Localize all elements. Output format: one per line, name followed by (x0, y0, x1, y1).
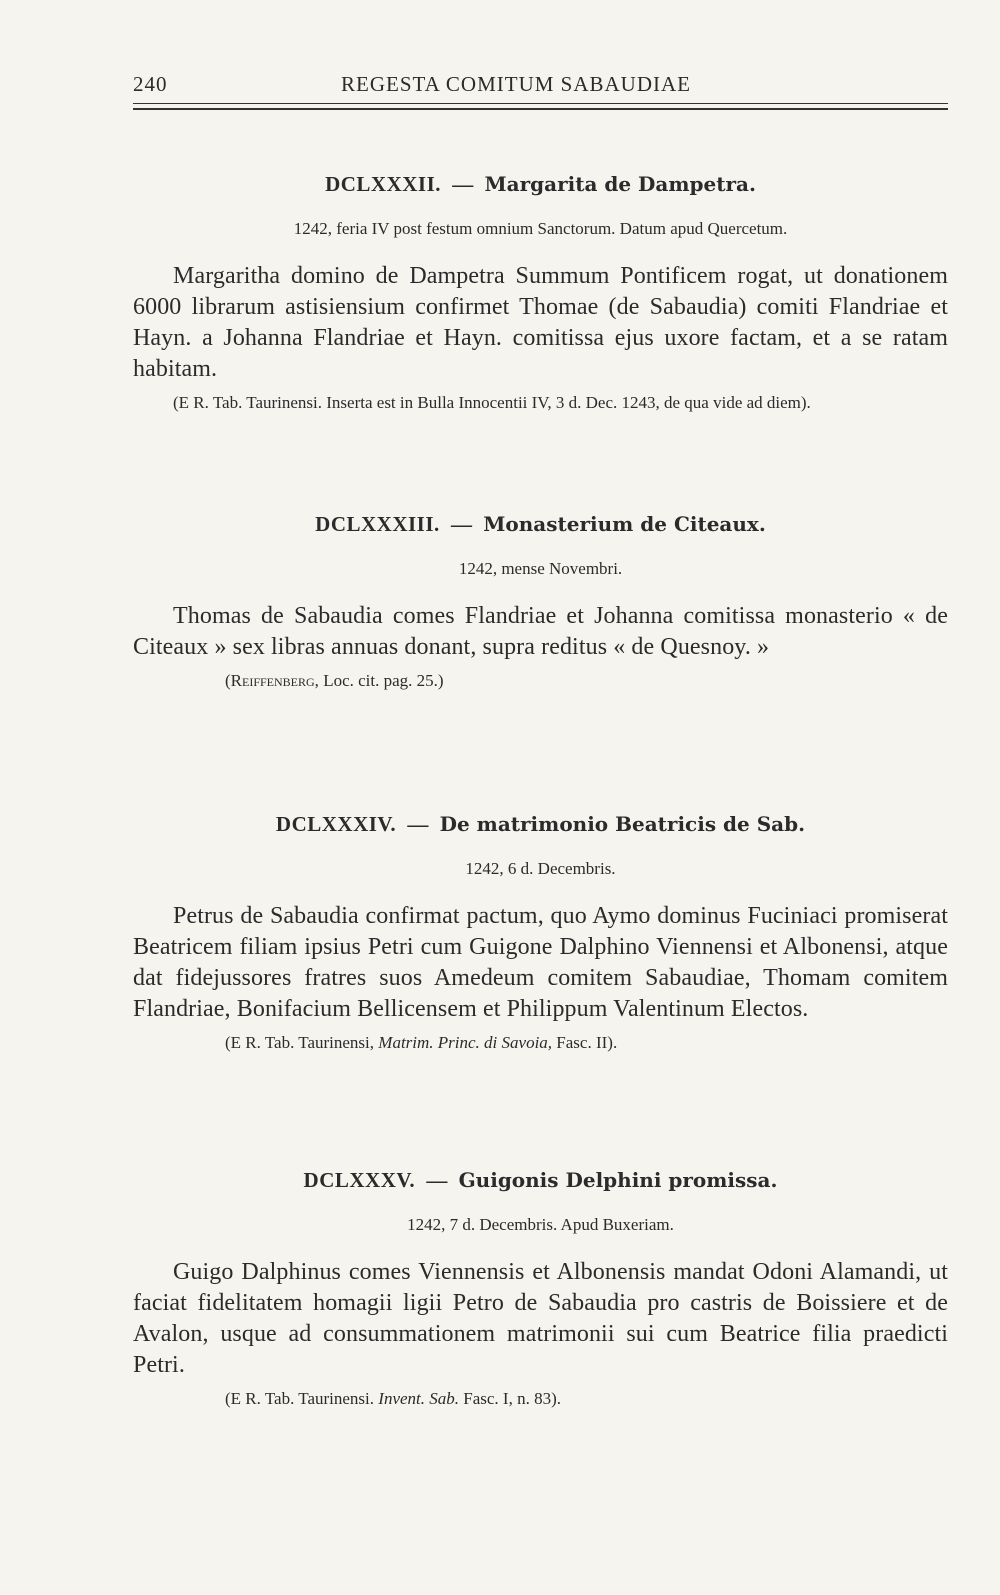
charter-number: DCLXXXV. (303, 1168, 416, 1192)
heading-dash: — (452, 172, 474, 196)
source-prefix: (E R. Tab. Taurinensi. (225, 1389, 375, 1408)
page-number: 240 (133, 72, 168, 96)
heading-dash: — (451, 512, 473, 536)
charter-date (133, 559, 948, 579)
charter-number: DCLXXXIII. (315, 512, 440, 536)
charter-heading (133, 812, 948, 837)
charter-title: De matrimonio Beatricis de Sab. (439, 812, 806, 836)
source-archive-series: Matrim. Princ. di Savoia, (378, 1033, 553, 1052)
charter-entry (133, 172, 948, 415)
charter-heading (133, 172, 948, 197)
charter-entry (133, 1168, 948, 1411)
charter-source: (E R. Tab. Taurinensi. Inserta est in Bulla Innocentii IV, 3 d. Dec. 1243, de qua vide ad diem). (173, 393, 811, 412)
header-rule-thick (133, 108, 948, 110)
header-rule-thin (133, 103, 948, 104)
charter-date-text: 1242, feria IV post festum omnium Sanctorum. Datum apud Quercetum. (293, 219, 788, 238)
charter-title: Margarita de Dampetra. (484, 172, 756, 196)
charter-title: Guigonis Delphini promissa. (458, 1168, 778, 1192)
charter-title: Monasterium de Citeaux. (483, 512, 766, 536)
charter-date-text: 1242, 7 d. Decembris. Apud Buxeriam. (407, 1215, 674, 1234)
charter-body: Petrus de Sabaudia confirmat pactum, quo Aymo dominus Fuciniaci promiserat Beatricem filiam ipsius Petri cum Guigone Dalphino Viennensi et Albonensi, atque dat fidejussores fratres suos Amedeum comitem Sabaudiae, Thomam comitem Flandriae, Bonifacium Bellicensem et Philippum Valentinum Electos. (133, 903, 948, 1022)
heading-dash: — (426, 1168, 448, 1192)
heading-dash: — (407, 812, 429, 836)
charter-number: DCLXXXIV. (275, 812, 397, 836)
source-author: Reiffenberg, (230, 671, 319, 690)
charter-body: Thomas de Sabaudia comes Flandriae et Johanna comitissa monasterio « de Citeaux » sex libras annuas donant, supra reditus « de Quesnoy. » (133, 603, 948, 660)
charter-date (133, 859, 948, 879)
charter-source: (Reiffenberg, Loc. cit. pag. 25.) (225, 671, 444, 690)
charter-source (133, 1387, 948, 1411)
charter-entry (133, 512, 948, 693)
source-suffix: Fasc. II). (556, 1033, 618, 1052)
charter-heading (133, 1168, 948, 1193)
charter-body: Margaritha domino de Dampetra Summum Pontificem rogat, ut donationem 6000 librarum astisiensium confirmet Thomae (de Sabaudia) comiti Flandriae et Hayn. a Johanna Flandriae et Hayn. comitissa ejus uxore factam, et a se ratam habitam. (133, 263, 948, 382)
source-archive-series: Invent. Sab. (378, 1389, 460, 1408)
charter-heading (133, 512, 948, 537)
running-title: REGESTA COMITUM SABAUDIAE (341, 72, 691, 96)
charter-entry (133, 812, 948, 1055)
charter-source (133, 1031, 948, 1055)
charter-date-text: 1242, mense Novembri. (458, 559, 623, 578)
charter-date (133, 219, 948, 239)
running-head (133, 72, 943, 106)
charter-body: Guigo Dalphinus comes Viennensis et Albonensis mandat Odoni Alamandi, ut faciat fidelitatem homagii ligii Petro de Sabaudia pro castris de Boissiere et de Avalon, usque ad consummationem matrimonii sui cum Beatrice filia praedicti Petri. (133, 1259, 948, 1378)
source-reference: Loc. cit. pag. 25.) (323, 671, 444, 690)
charter-date-text: 1242, 6 d. Decembris. (465, 859, 616, 878)
charter-date (133, 1215, 948, 1235)
source-prefix: (E R. Tab. Taurinensi, (225, 1033, 375, 1052)
charter-number: DCLXXXII. (325, 172, 441, 196)
source-suffix: Fasc. I, n. 83). (463, 1389, 561, 1408)
